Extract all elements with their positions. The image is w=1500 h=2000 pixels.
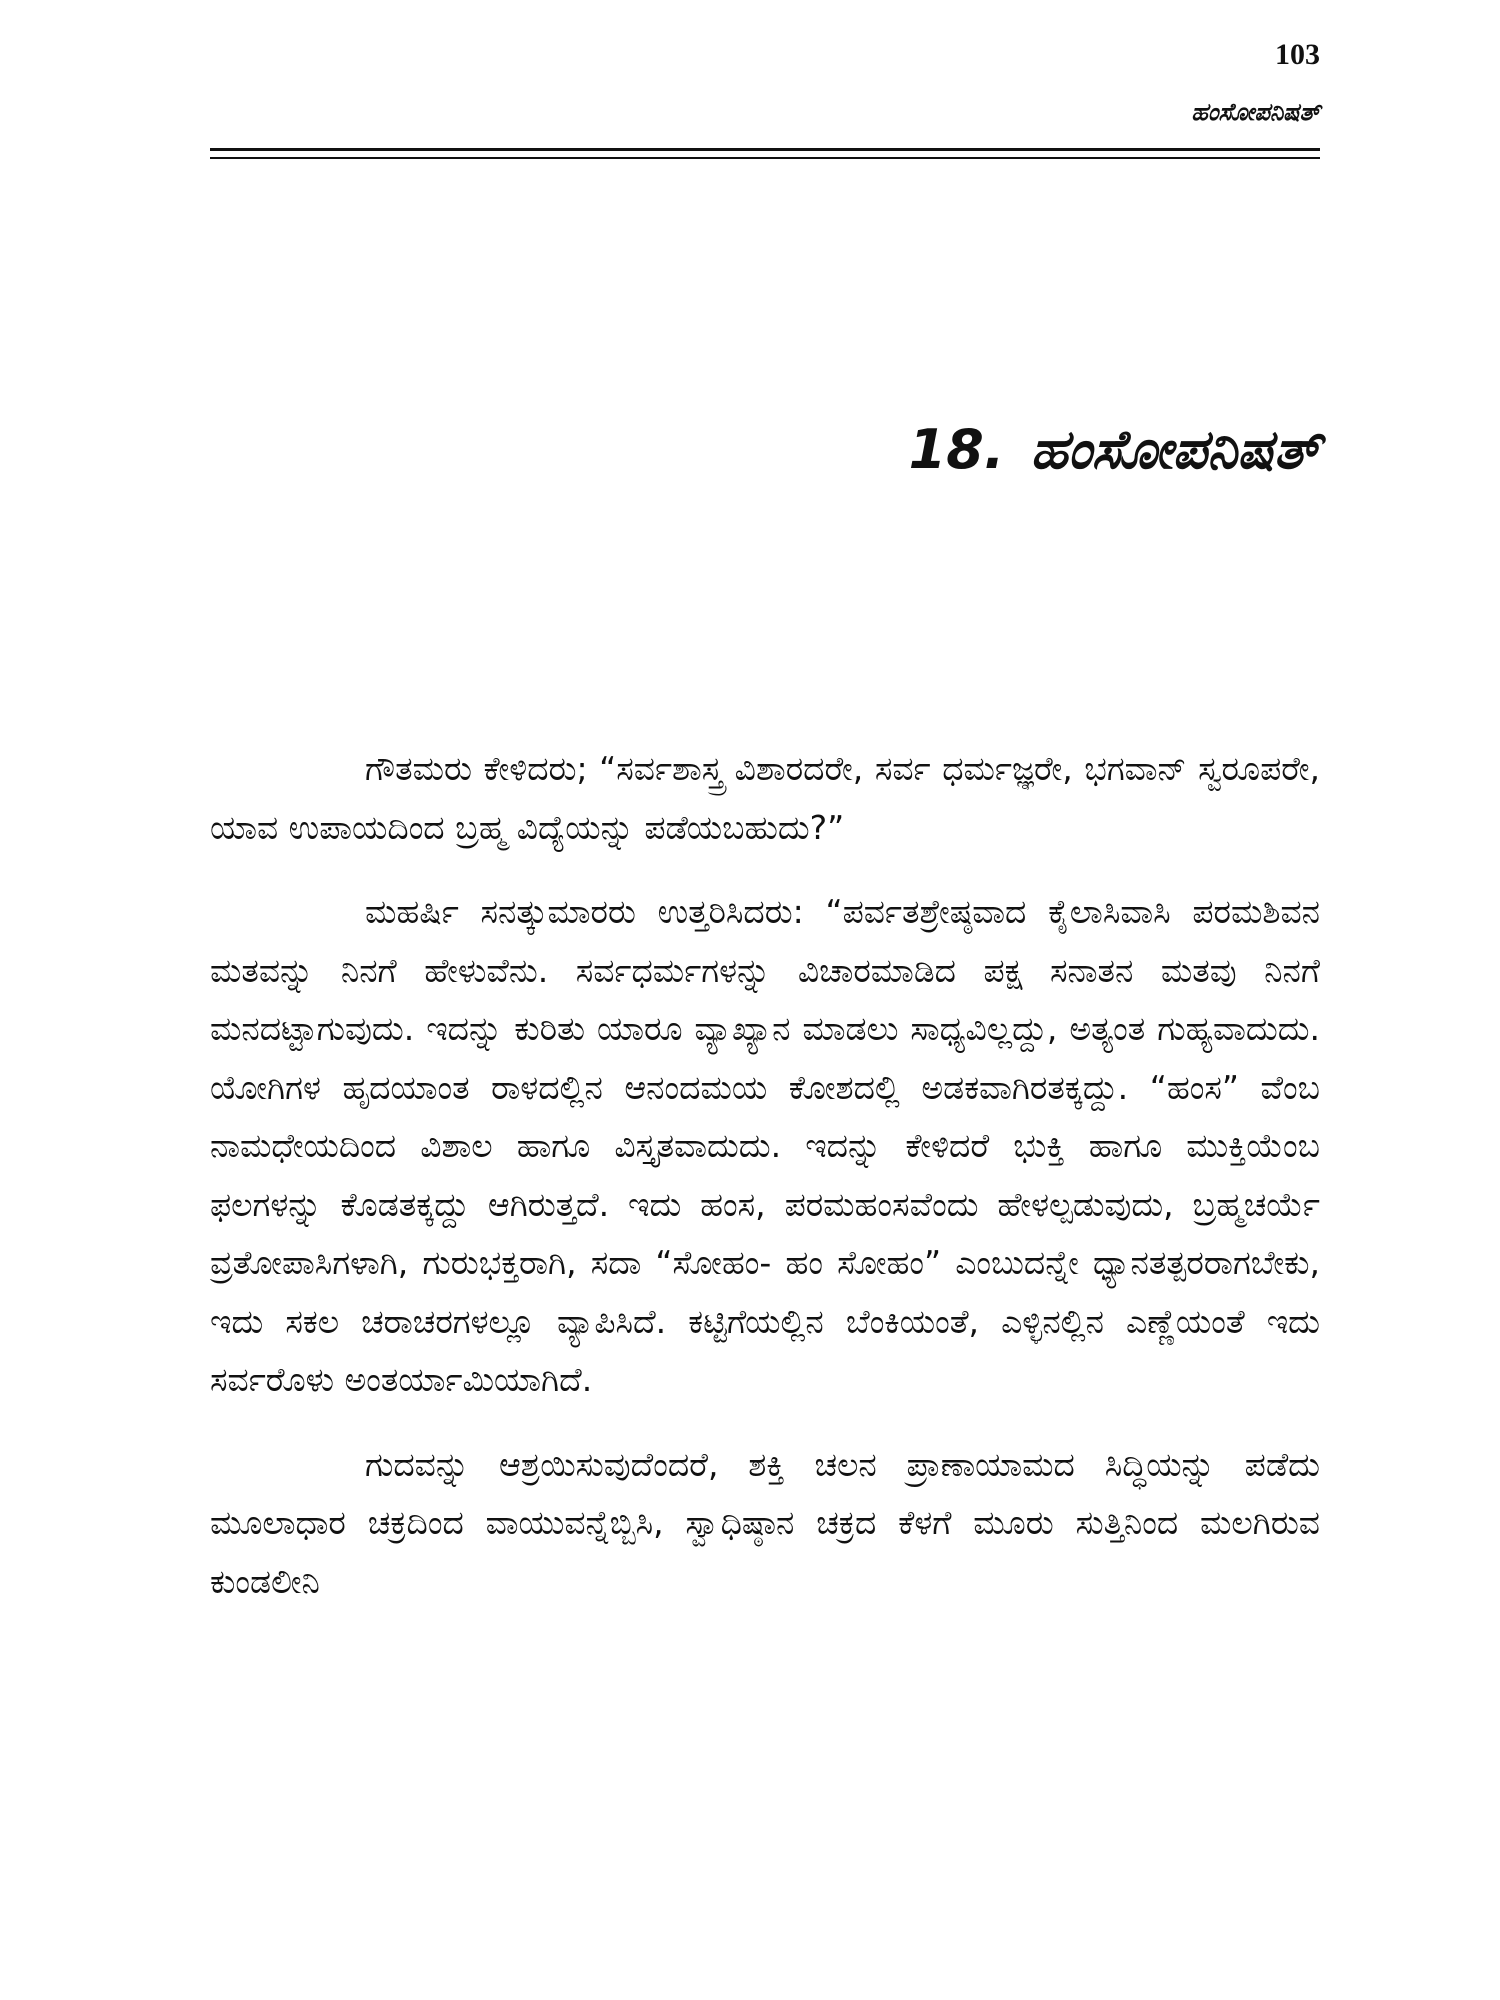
chapter-number: 18.: [908, 418, 1005, 481]
running-head: ಹಂಸೋಪನಿಷತ್: [1191, 98, 1320, 126]
chapter-title: [909, 418, 1320, 482]
header-rule-top: [210, 148, 1320, 151]
paragraph: ಮಹರ್ಷಿ ಸನತ್ಕುಮಾರರು ಉತ್ತರಿಸಿದರು: “ಪರ್ವತಶ್ರೇಷ್ಠವಾದ ಕೈಲಾಸಿವಾಸಿ ಪರಮಶಿವನ ಮತವನ್ನು ನಿನಗೆ ಹೇಳುವೆನು. ಸರ್ವಧರ್ಮಗಳನ್ನು ವಿಚಾರಮಾಡಿದ ಪಕ್ಷ ಸನಾತನ ಮತವು ನಿನಗೆ ಮನದಟ್ಟಾಗುವುದು. ಇದನ್ನು ಕುರಿತು ಯಾರೂ ವ್ಯಾಖ್ಯಾನ ಮಾಡಲು ಸಾಧ್ಯವಿಲ್ಲದ್ದು, ಅತ್ಯಂತ ಗುಹ್ಯವಾದುದು. ಯೋಗಿಗಳ ಹೃದಯಾಂತ ರಾಳದಲ್ಲಿನ ಆನಂದಮಯ ಕೋಶದಲ್ಲಿ ಅಡಕವಾಗಿರತಕ್ಕದ್ದು. “ಹಂಸ” ವೆಂಬ ನಾಮಧೇಯದಿಂದ ವಿಶಾಲ ಹಾಗೂ ವಿಸ್ತೃತವಾದುದು. ಇದನ್ನು ಕೇಳಿದರೆ ಭುಕ್ತಿ ಹಾಗೂ ಮುಕ್ತಿಯೆಂಬ ಫಲಗಳನ್ನು ಕೊಡತಕ್ಕದ್ದು ಆಗಿರುತ್ತದೆ. ಇದು ಹಂಸ, ಪರಮಹಂಸವೆಂದು ಹೇಳಲ್ಪಡುವುದು, ಬ್ರಹ್ಮಚರ್ಯೆ ವ್ರತೋಪಾಸಿಗಳಾಗಿ, ಗುರುಭಕ್ತರಾಗಿ, ಸದಾ “ಸೋಹಂ- ಹಂ ಸೋಹಂ” ಎಂಬುದನ್ನೇ ಧ್ಯಾನತತ್ಪರರಾಗಬೇಕು, ಇದು ಸಕಲ ಚರಾಚರಗಳಲ್ಲೂ ವ್ಯಾಪಿಸಿದೆ. ಕಟ್ಟಿಗೆಯಲ್ಲಿನ ಬೆಂಕಿಯಂತೆ, ಎಳ್ಳಿನಲ್ಲಿನ ಎಣ್ಣೆಯಂತೆ ಇದು ಸರ್ವರೊಳು ಅಂತರ್ಯಾಮಿಯಾಗಿದೆ.: [210, 892, 1320, 1399]
paragraph: ಗುದವನ್ನು ಆಶ್ರಯಿಸುವುದೆಂದರೆ, ಶಕ್ತಿ ಚಲನ ಪ್ರಾಣಾಯಾಮದ ಸಿದ್ಧಿಯನ್ನು ಪಡೆದು ಮೂಲಾಧಾರ ಚಕ್ರದಿಂದ ವಾಯುವನ್ನೆಬ್ಬಿಸಿ, ಸ್ವಾಧಿಷ್ಠಾನ ಚಕ್ರದ ಕೆಳಗೆ ಮೂರು ಸುತ್ತಿನಿಂದ ಮಲಗಿರುವ ಕುಂಡಲೀನಿ: [210, 1444, 1320, 1601]
body-text: [210, 740, 1320, 1637]
paragraph: ಗೌತಮರು ಕೇಳಿದರು; “ಸರ್ವಶಾಸ್ತ್ರ ವಿಶಾರದರೇ, ಸರ್ವ ಧರ್ಮಜ್ಞರೇ, ಭಗವಾನ್ ಸ್ವರೂಪರೇ, ಯಾವ ಉಪಾಯದಿಂದ ಬ್ರಹ್ಮ ವಿದ್ಯೆಯನ್ನು ಪಡೆಯಬಹುದು?”: [210, 749, 1320, 847]
header-rule-bottom: [210, 157, 1320, 159]
page-number: 103: [1275, 38, 1320, 71]
chapter-name: ಹಂಸೋಪನಿಷತ್: [1030, 418, 1320, 481]
